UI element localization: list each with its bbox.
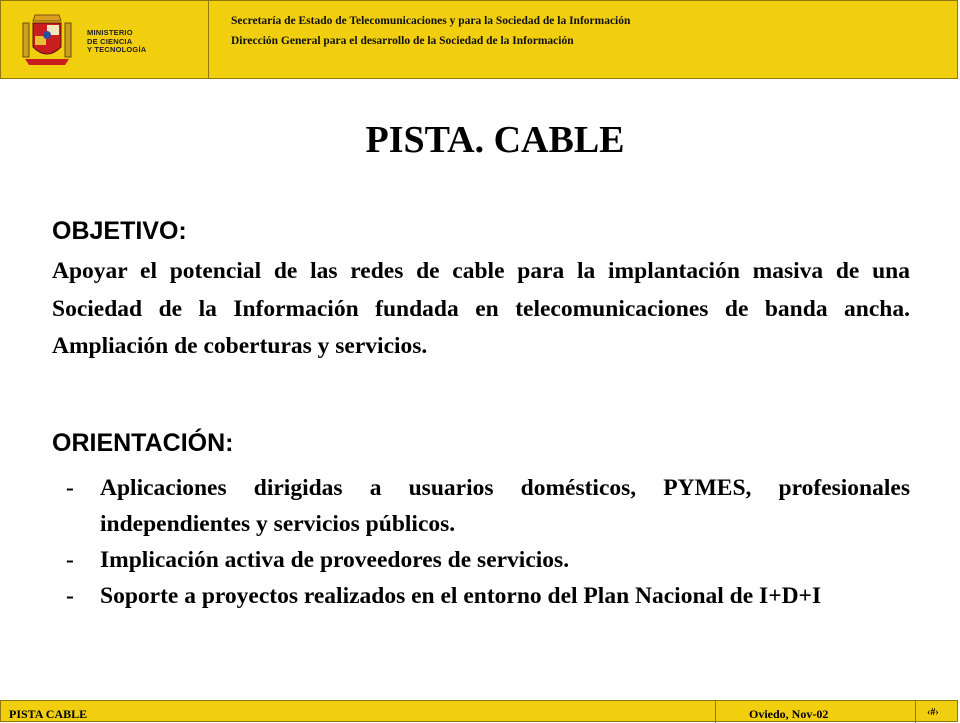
footer-band <box>0 700 958 722</box>
list-item <box>66 578 910 614</box>
bullet-text: Soporte a proyectos realizados en el entorno del Plan Nacional de I+D+I <box>100 583 822 609</box>
header-line-1: Secretaría de Estado de Telecomunicaciones y para la Sociedad de la Información <box>231 15 631 27</box>
objective-text: Apoyar el potencial de las redes de cable para la implantación masiva de una Sociedad de la Información fundada en telecomunicaciones de banda ancha. Ampliación de coberturas y servicios. <box>52 258 910 359</box>
header-line-2: Dirección General para el desarrollo de la Sociedad de la Información <box>231 35 574 47</box>
ministry-logo <box>1 1 209 79</box>
orientation-heading: ORIENTACIÓN: <box>52 429 234 457</box>
coat-of-arms-icon <box>21 11 73 69</box>
bullet-text: Aplicaciones dirigidas a usuarios domésticos, PYMES, profesionales independientes y servicios públicos. <box>100 475 910 537</box>
slide-title: PISTA. CABLE <box>365 119 625 161</box>
ministry-line-3: Y TECNOLOGÍA <box>87 45 147 54</box>
objective-heading: OBJETIVO: <box>52 217 187 245</box>
footer-title: PISTA CABLE <box>9 707 88 721</box>
bullet-dash: - <box>66 475 74 501</box>
header-band <box>0 0 958 79</box>
ministry-line-1: MINISTERIO <box>87 28 133 37</box>
ministry-line-2: DE CIENCIA <box>87 36 133 46</box>
bullet-dash: - <box>66 547 74 573</box>
bullet-text: Implicación activa de proveedores de servicios. <box>100 547 570 573</box>
list-item <box>66 470 910 542</box>
bullet-dash: - <box>66 583 74 609</box>
orientation-list <box>66 470 910 614</box>
footer-date: Oviedo, Nov-02 <box>749 707 829 721</box>
ministry-name <box>87 29 146 55</box>
list-item <box>66 542 910 578</box>
header-text <box>231 11 630 51</box>
slide-number: ‹#› <box>927 707 939 718</box>
